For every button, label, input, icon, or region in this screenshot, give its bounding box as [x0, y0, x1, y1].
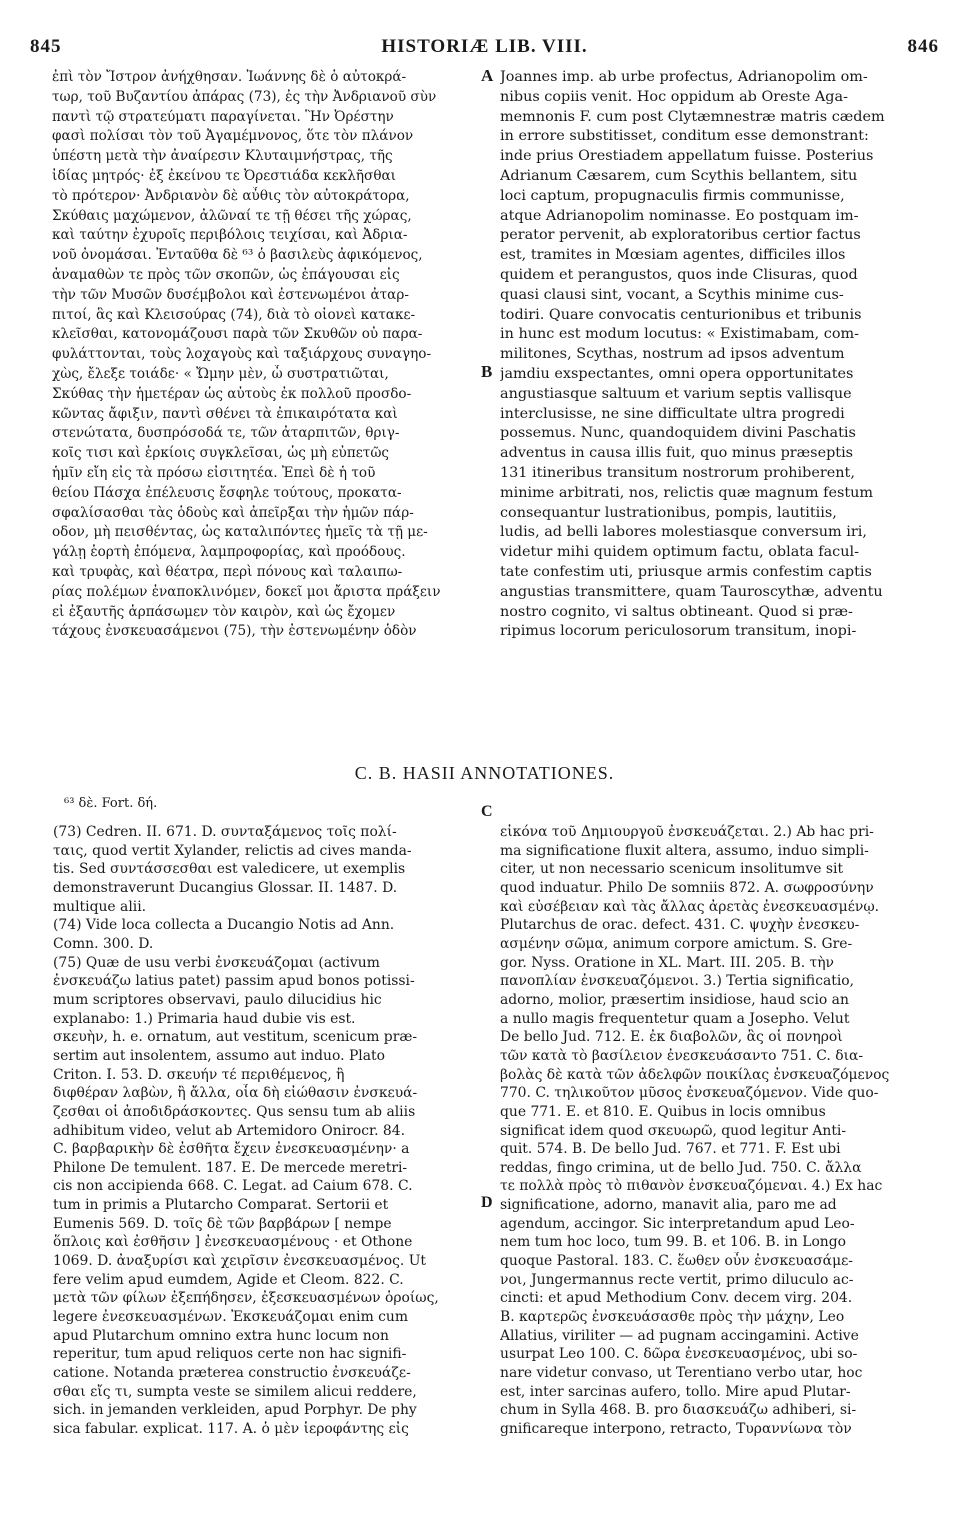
annotation-line: a nullo magis frequentetur quam a Josepho. Velut	[500, 1010, 850, 1027]
annotation-line: Eumenis 569. D. τοῖς δὲ τῶν βαρβάρων [ nempe	[53, 1215, 392, 1232]
greek-text-line: οδον, μὴ πεισθέντας, ὡς καταλιπόντες ἡμεῖς τὰ τῇ με-	[52, 524, 428, 541]
annotation-line: Plutarchus de orac. defect. 431. C. ψυχὴν ἐνεσκευ-	[500, 917, 860, 934]
greek-text-line: ἡμῖν εἴη εἰς τὰ πρόσω εἰσιτητέα. Ἐπεὶ δὲ ἡ τοῦ	[52, 464, 376, 481]
annotation-line: τε πολλὰ πρὸς τὸ πιθανὸν ἐνσκευαζόμεναι. 4.) Ex hac	[500, 1178, 883, 1195]
annotation-line: σκευὴν, h. e. ornatum, aut vestitum, scenicum præ-	[53, 1029, 418, 1046]
greek-text-line: στενώτατα, δυσπρόσοδά τε, τῶν ἀταρπιτῶν, θριγ-	[52, 425, 400, 442]
annotation-line: Philone De temulent. 187. E. De mercede meretri-	[53, 1159, 408, 1176]
annotation-line: sertim aut insolentem, assumo aut induo. Plato	[53, 1047, 385, 1064]
annotation-line: agendum, accingor. Sic interpretandum apud Leo-	[500, 1215, 855, 1232]
annotations-title: C. B. HASII ANNOTATIONES.	[354, 763, 615, 783]
annotation-line: sica fabular. explicat. 117. A. ὁ μὲν ἱεροφάντης εἰς	[53, 1421, 409, 1437]
annotation-line: De bello Jud. 712. E. ἐκ διαβολῶν, ἃς οἱ πονηροὶ	[500, 1029, 843, 1046]
annotation-line: est, inter sarcinas aufero, tollo. Mire apud Plutar-	[500, 1383, 851, 1400]
latin-text-line: inde prius Orestiadem appellatum fuisse. Posterius	[500, 148, 874, 165]
greek-text-line: ἰδίας μητρός· ἐξ ἐκείνου τε Ὀρεστιάδα κεκλῆσθαι	[52, 167, 397, 184]
latin-text-line: 131 itineribus transitum nostrorum prohiberent,	[500, 464, 855, 481]
page-header	[30, 36, 939, 66]
annotation-line: 770. C. τηλικοῦτον μῦσος ἐνσκευαζόμενον. Vide quo-	[500, 1085, 879, 1102]
annotation-line: fere velim apud eumdem, Agide et Cleom. 822. C.	[53, 1271, 404, 1288]
textual-footnote: ⁶³ δὲ. Fort. δή.	[64, 796, 158, 811]
greek-text-line: ἀναμαθὼν τε πρὸς τῶν σκοπῶν, ὡς ἐπάγουσαι εἰς	[52, 266, 400, 283]
annotation-line: C. βαρβαρικὴν δὲ ἐσθῆτα ἔχειν ἐνεσκευασμένην· a	[53, 1141, 410, 1158]
annotation-line: nare videtur convaso, ut Terentiano verbo utar, hoc	[500, 1365, 863, 1382]
greek-text-line: πιτοί, ἃς καὶ Κλεισούρας (74), διὰ τὸ οἱονεὶ κατακε-	[52, 306, 416, 323]
annotation-line: nem tum hoc loco, tum 99. B. et 106. B. in Longo	[500, 1234, 847, 1251]
latin-text-line: perator pervenit, ab exploratoribus certior factus	[500, 227, 861, 244]
annotation-line: tis. Sed συντάσσεσθαι est valedicere, ut exemplis	[53, 861, 406, 878]
annotation-line: Comn. 300. D.	[53, 935, 154, 952]
annotation-line: ma significatione fluxit altera, assumo, induo simpli-	[500, 842, 869, 859]
latin-text-line: militones, Scythas, nostrum ad ipsos adventum	[500, 346, 845, 363]
annotation-line: apud Plutarchum omnino extra hunc locum non	[53, 1327, 389, 1344]
greek-text-line: ρίας πολέμων ἐναποκλινόμεν, δοκεῖ μοι ἄριστα πράξειν	[52, 583, 441, 600]
annotation-line: quit. 574. B. De bello Jud. 767. et 771. F. Est ubi	[500, 1141, 841, 1158]
annotation-line: B. καρτερῶς ἐνσκευάσασθε πρὸς τὴν μάχην, Leo	[500, 1309, 845, 1326]
annotation-line: chum in Sylla 468. B. pro διασκευάζω adhiberi, si-	[500, 1402, 857, 1419]
latin-text-line: angustiasque saltuum et varium septis vallisque	[500, 385, 852, 402]
annotation-line: μετὰ τῶν φίλων ἐξεπήδησεν, ἐξεσκευασμένων ὁροίως,	[53, 1290, 439, 1307]
annotation-line: que 771. E. et 810. E. Quibus in locis omnibus	[500, 1103, 826, 1120]
greek-text-line: Σκύθας τὴν ἡμετέραν ὡς αὐτοὺς ἐκ πολλοῦ προσδο-	[52, 385, 412, 402]
annotation-line: καὶ εὐσέβειαν καὶ τὰς ἄλλας ἀρετὰς ἐνεσκευασμένῳ.	[500, 898, 880, 915]
greek-text-line: παντὶ τῷ στρατεύματι παραγίνεται. Ἣν Ὀρέστην	[52, 108, 394, 125]
greek-text-column	[52, 68, 499, 642]
latin-text-line: quasi clausi sint, vocant, a Scythis minime cus-	[500, 286, 844, 303]
annotation-line: τῶν κατὰ τὸ βασίλειον ἐνεσκευάσαντο 751. C. δια-	[500, 1047, 864, 1064]
latin-text-line: atque Adrianopolim nominasse. Eo postquam im-	[500, 207, 859, 224]
greek-text-line: κοῖς τισι καὶ ἑρκίοις συγκλεῖσαι, ὡς μὴ εὐπετῶς	[52, 445, 390, 462]
annotation-line: Criton. I. 53. D. σκευήν τέ περιθέμενος, ἢ	[53, 1066, 345, 1083]
greek-text-line: φασὶ πολίσαι τὸν τοῦ Ἀγαμέμνονος, ὅτε τὸν πλάνον	[52, 128, 414, 145]
latin-text-line: jamdiu exspectantes, omni opera opportunitates	[500, 365, 854, 382]
latin-text-line: possemus. Nunc, quandoquidem divini Paschatis	[500, 425, 856, 442]
annotation-line: ταις, quod vertit Xylander, relictis ad cives manda-	[53, 842, 412, 859]
greek-text-line: καὶ τρυφὰς, καὶ θέατρα, περὶ πόνους καὶ ταλαιπω-	[52, 563, 403, 580]
annotation-line: (75) Quæ de usu verbi ἐνσκευάζομαι (activum	[53, 954, 380, 971]
greek-text-line: τωρ, τοῦ Βυζαντίου ἀπάρας (73), ἐς τὴν Ἀνδριανοῦ σὺν	[52, 88, 437, 105]
latin-text-line: angustias transmittere, quam Tauroscythæ, adventu	[500, 583, 883, 600]
annotation-line: legere ἐνεσκευασμένων. Ἐκσκευάζομαι enim cum	[53, 1309, 409, 1326]
annotation-line: 1069. D. ἀναξυρίσι καὶ χειρῖσιν ἐνεσκευασμένος. Ut	[53, 1253, 426, 1270]
greek-text-line: εἰ ἐξαυτῆς ἁρπάσωμεν τὸν καιρὸν, καὶ ὡς ἔχομεν	[52, 603, 396, 620]
latin-text-line: loci captum, propugnaculis firmis communisse,	[500, 187, 845, 204]
annotation-line: σθαι εἴς τι, sumpta veste se similem alicui reddere,	[53, 1383, 417, 1400]
annotations-left-column	[53, 823, 480, 1439]
annotation-line: (74) Vide loca collecta a Ducangio Notis ad Ann.	[53, 917, 395, 934]
annotations-right-column	[500, 823, 937, 1439]
annotation-line: multique alii.	[53, 898, 147, 915]
latin-text-line: consequantur lustrationibus, pompis, lautitiis,	[500, 504, 837, 521]
latin-text-line: Adrianum Cæsarem, cum Scythis bellantem, situ	[500, 167, 858, 184]
greek-text-line: ὑπέστη μετὰ τὴν ἀναίρεσιν Κλυταιμνήστρας, τῆς	[52, 148, 393, 165]
annotation-line: usurpat Leo 100. C. δῶρα ἐνεσκευασμένος, ubi so-	[500, 1346, 858, 1363]
annotation-line: mum scriptores observavi, paulo dilucidius hic	[53, 991, 382, 1008]
annotation-line: adorno, molior, præsertim insidiose, haud scio an	[500, 991, 849, 1008]
greek-text-line: χὼς, ἔλεξε τοιάδε· « Ὤμην μὲν, ὦ συστρατιῶται,	[52, 365, 389, 382]
annotation-line: cis non accipienda 668. C. Legat. ad Caium 678. C.	[53, 1178, 413, 1195]
section-marker-d: D	[481, 1194, 493, 1211]
greek-text-line: σφαλίσασθαι τὰς ὁδοὺς καὶ ἀπεῖρξαι τὴν ἡμῶν πάρ-	[52, 504, 414, 521]
annotation-line: πανοπλίαν ἐνσκευαζόμενοι. 3.) Tertia significatio,	[500, 973, 855, 990]
latin-text-line: adventus in causa illis fuit, quo minus præseptis	[500, 445, 854, 462]
annotation-line: ὅπλοις καὶ ἐσθῆσιν ] ἐνεσκευασμένους · et Othone	[53, 1234, 413, 1251]
section-marker-c: C	[481, 803, 493, 820]
annotation-line: adhibitum video, velut ab Artemidoro Onirocr. 84.	[53, 1122, 406, 1139]
annotation-line: citer, ut non necessario scenicum insolitumve sit	[500, 861, 844, 878]
annotation-line: cincti: et apud Methodium Conv. decem virg. 204.	[500, 1290, 853, 1307]
annotation-line: ἐνσκευάζω latius patet) passim apud bonos potissi-	[53, 973, 415, 990]
annotation-line: explanabo: 1.) Primaria haud dubie vis est.	[53, 1010, 356, 1027]
greek-text-line: Σκύθαις μαχώμενον, ἀλῶναί τε τῇ θέσει τῆς χώρας,	[52, 207, 412, 224]
greek-text-line: νοῦ ὀνομάσαι. Ἐνταῦθα δὲ ⁶³ ὁ βασιλεὺς ἀφικόμενος,	[52, 247, 423, 264]
greek-text-line: θείου Πάσχα ἐπέλευσις ἔσφηλε τούτους, προκατα-	[52, 484, 402, 501]
latin-text-line: in errore substitisset, conditum esse demonstrant:	[500, 128, 869, 145]
page-number-left: 845	[30, 36, 62, 57]
annotation-line: reddas, fingo crimina, ut de bello Jud. 750. C. ἄλλα	[500, 1159, 862, 1176]
annotation-line: gnificareque interpono, retracto, Τυραννίωνα τὸν	[500, 1421, 852, 1437]
greek-text-line: φυλάττονται, τοὺς λοχαγοὺς καὶ ταξιάρχους συναγηο-	[52, 346, 432, 363]
latin-text-line: nibus copiis venit. Hoc oppidum ab Oreste Aga-	[500, 88, 848, 105]
annotation-line: ζεσθαι οἱ ἀποδιδράσκοντες. Qus sensu tum ab aliis	[53, 1103, 416, 1120]
annotation-line: Allatius, viriliter — ad pugnam accingamini. Active	[500, 1327, 859, 1344]
latin-text-line: Joannes imp. ab urbe profectus, Adrianopolim om-	[500, 69, 868, 85]
latin-text-line: videtur mihi quidem optimum factu, oblata facul-	[500, 544, 859, 561]
annotation-line: quod induatur. Philo De somniis 872. A. σωφροσύνην	[500, 879, 874, 896]
greek-text-line: τάχους ἐνσκευασάμενοι (75), τὴν ἐστενωμένην ὁδὸν	[52, 623, 417, 640]
section-marker-b: B	[481, 362, 493, 381]
greek-text-line: τὴν τῶν Μυσῶν δυσέμβολοι καὶ ἐστενωμένοι ἀταρ-	[52, 286, 409, 303]
latin-text-line: in hunc est modum locutus: « Existimabam, com-	[500, 326, 860, 343]
annotation-line: sich. in jemanden verkleiden, apud Porphyr. De phy	[53, 1402, 417, 1419]
latin-text-line: est, tramites in Mœsiam agentes, difficiles illos	[500, 247, 846, 264]
annotation-line: reperitur, tum apud reliquos certe non hac signifi-	[53, 1346, 407, 1363]
annotation-line: (73) Cedren. II. 671. D. συνταξάμενος τοῖς πολί-	[53, 824, 397, 840]
greek-text-line: τὸ πρότερον· Ἀνδριανὸν δὲ αὖθις τὸν αὐτοκράτορα,	[52, 187, 410, 204]
annotation-line: gor. Nyss. Oratione in XL. Mart. III. 205. B. τὴν	[500, 954, 834, 971]
latin-text-line: tate confestim uti, priusque armis confestim captis	[500, 563, 872, 580]
latin-text-line: quidem et perangustos, quos inde Clisuras, quod	[500, 266, 858, 283]
page-number-right: 846	[907, 36, 939, 57]
annotation-line: βολὰς δὲ κατὰ τῶν ἀδελφῶν ποικίλας ἐνσκευαζόμενος	[500, 1066, 890, 1083]
latin-text-line: ripimus locorum periculosorum transitum, inopi-	[500, 623, 857, 640]
latin-text-line: ludis, ad belli labores molestiasque conversum iri,	[500, 524, 867, 541]
section-marker-a: A	[481, 66, 494, 85]
latin-text-column	[500, 68, 937, 642]
greek-text-line: ἐπὶ τὸν Ἴστρον ἀνήχθησαν. Ἰωάννης δὲ ὁ αὐτοκρά-	[52, 69, 407, 85]
annotation-line: significat idem quod σκευωρῶ, quod legitur Anti-	[500, 1122, 847, 1139]
greek-text-line: γάλῃ ἑορτὴ ἐπόμενα, λαμπροφορίας, καὶ προόδους.	[52, 544, 406, 561]
latin-text-line: minime arbitrati, nos, relictis quæ magnum festum	[500, 484, 874, 501]
latin-text-line: nostro cognito, vi saltus obtineant. Quod si præ-	[500, 603, 853, 620]
greek-text-line: κῶντας ἄφιξιν, παντὶ σθένει τὰ ἐπικαιρότατα καὶ	[52, 405, 398, 422]
latin-text-line: todiri. Quare convocatis centurionibus et tribunis	[500, 306, 862, 323]
annotation-line: εἰκόνα τοῦ Δημιουργοῦ ἐνσκευάζεται. 2.) Ab hac pri-	[500, 824, 874, 840]
latin-text-line: interclusisse, ne sine difficultate ultra progredi	[500, 405, 845, 422]
annotation-line: ασμένην σῶμα, animum corpore amictum. S. Gre-	[500, 935, 853, 952]
annotation-line: quoque Pastoral. 183. C. ἕωθεν οὖν ἐνσκευασάμε-	[500, 1253, 853, 1270]
running-title: HISTORIÆ LIB. VIII.	[381, 36, 588, 57]
annotation-line: catione. Notanda præterea constructio ἐνσκευάζε-	[53, 1365, 411, 1382]
annotation-line: tum in primis a Plutarcho Comparat. Sertorii et	[53, 1197, 389, 1214]
annotation-line: νοι, Jungermannus recte vertit, primo diluculo ac-	[500, 1271, 854, 1288]
greek-text-line: κλεῖσθαι, κατονομάζουσι παρὰ τῶν Σκυθῶν οὐ παρα-	[52, 326, 423, 343]
annotation-line: διφθέραν λαβὼν, ἢ ἄλλα, οἷα δὴ εἰώθασιν ἐνσκευά-	[53, 1085, 418, 1102]
greek-text-line: καὶ ταύτην ἐχυροῖς περιβόλοις τειχίσαι, καὶ Ἀδρια-	[52, 227, 408, 244]
annotation-line: demonstraverunt Ducangius Glossar. II. 1487. D.	[53, 879, 398, 896]
latin-text-line: memnonis F. cum post Clytæmnestræ matris cædem	[500, 108, 885, 125]
annotation-line: significatione, adorno, manavit alia, paro me ad	[500, 1197, 837, 1214]
